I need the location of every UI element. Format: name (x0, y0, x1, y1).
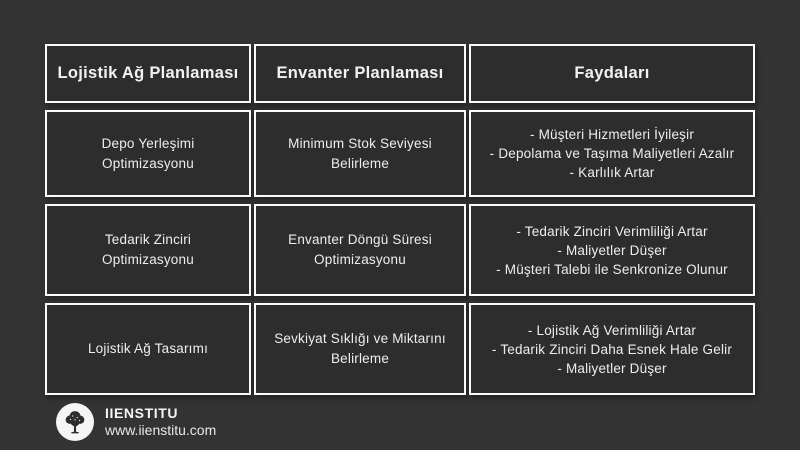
cell-inventory-row2: Envanter Döngü Süresi Optimizasyonu (254, 204, 466, 296)
planning-table (45, 44, 755, 395)
benefit-item: - Depolama ve Taşıma Maliyetleri Azalır (489, 146, 735, 161)
cell-benefits-row1 (469, 110, 755, 197)
cell-network-row1: Depo Yerleşimi Optimizasyonu (45, 110, 251, 197)
header-benefits: Faydaları (469, 44, 755, 103)
cell-inventory-row3: Sevkiyat Sıklığı ve Miktarını Belirleme (254, 303, 466, 395)
tree-icon (60, 407, 90, 437)
cell-network-row3: Lojistik Ağ Tasarımı (45, 303, 251, 395)
header-logistics-network-planning: Lojistik Ağ Planlaması (45, 44, 251, 103)
benefit-item: - Lojistik Ağ Verimliliği Artar (527, 322, 697, 338)
cell-benefits-row2 (469, 204, 755, 296)
cell-inventory-row1: Minimum Stok Seviyesi Belirleme (254, 110, 466, 197)
benefit-item: - Müşteri Talebi ile Senkronize Olunur (496, 261, 728, 277)
header-inventory-planning: Envanter Planlaması (254, 44, 466, 103)
benefit-item: - Müşteri Hizmetleri İyileşir (529, 127, 695, 142)
brand-name: IIENSTITU (105, 405, 179, 421)
footer-branding (56, 403, 216, 441)
benefit-item: - Karlılık Artar (569, 165, 655, 180)
cell-benefits-row3 (469, 303, 755, 395)
website-url: www.iienstitu.com (105, 422, 217, 438)
iienstitu-logo (56, 403, 94, 441)
cell-network-row2: Tedarik Zinciri Optimizasyonu (45, 204, 251, 296)
benefit-item: - Maliyetler Düşer (557, 242, 667, 258)
benefit-item: - Tedarik Zinciri Verimliliği Artar (516, 223, 708, 239)
benefit-item: - Tedarik Zinciri Daha Esnek Hale Gelir (491, 341, 733, 357)
benefit-item: - Maliyetler Düşer (557, 360, 667, 376)
footer-text-block (105, 405, 216, 439)
